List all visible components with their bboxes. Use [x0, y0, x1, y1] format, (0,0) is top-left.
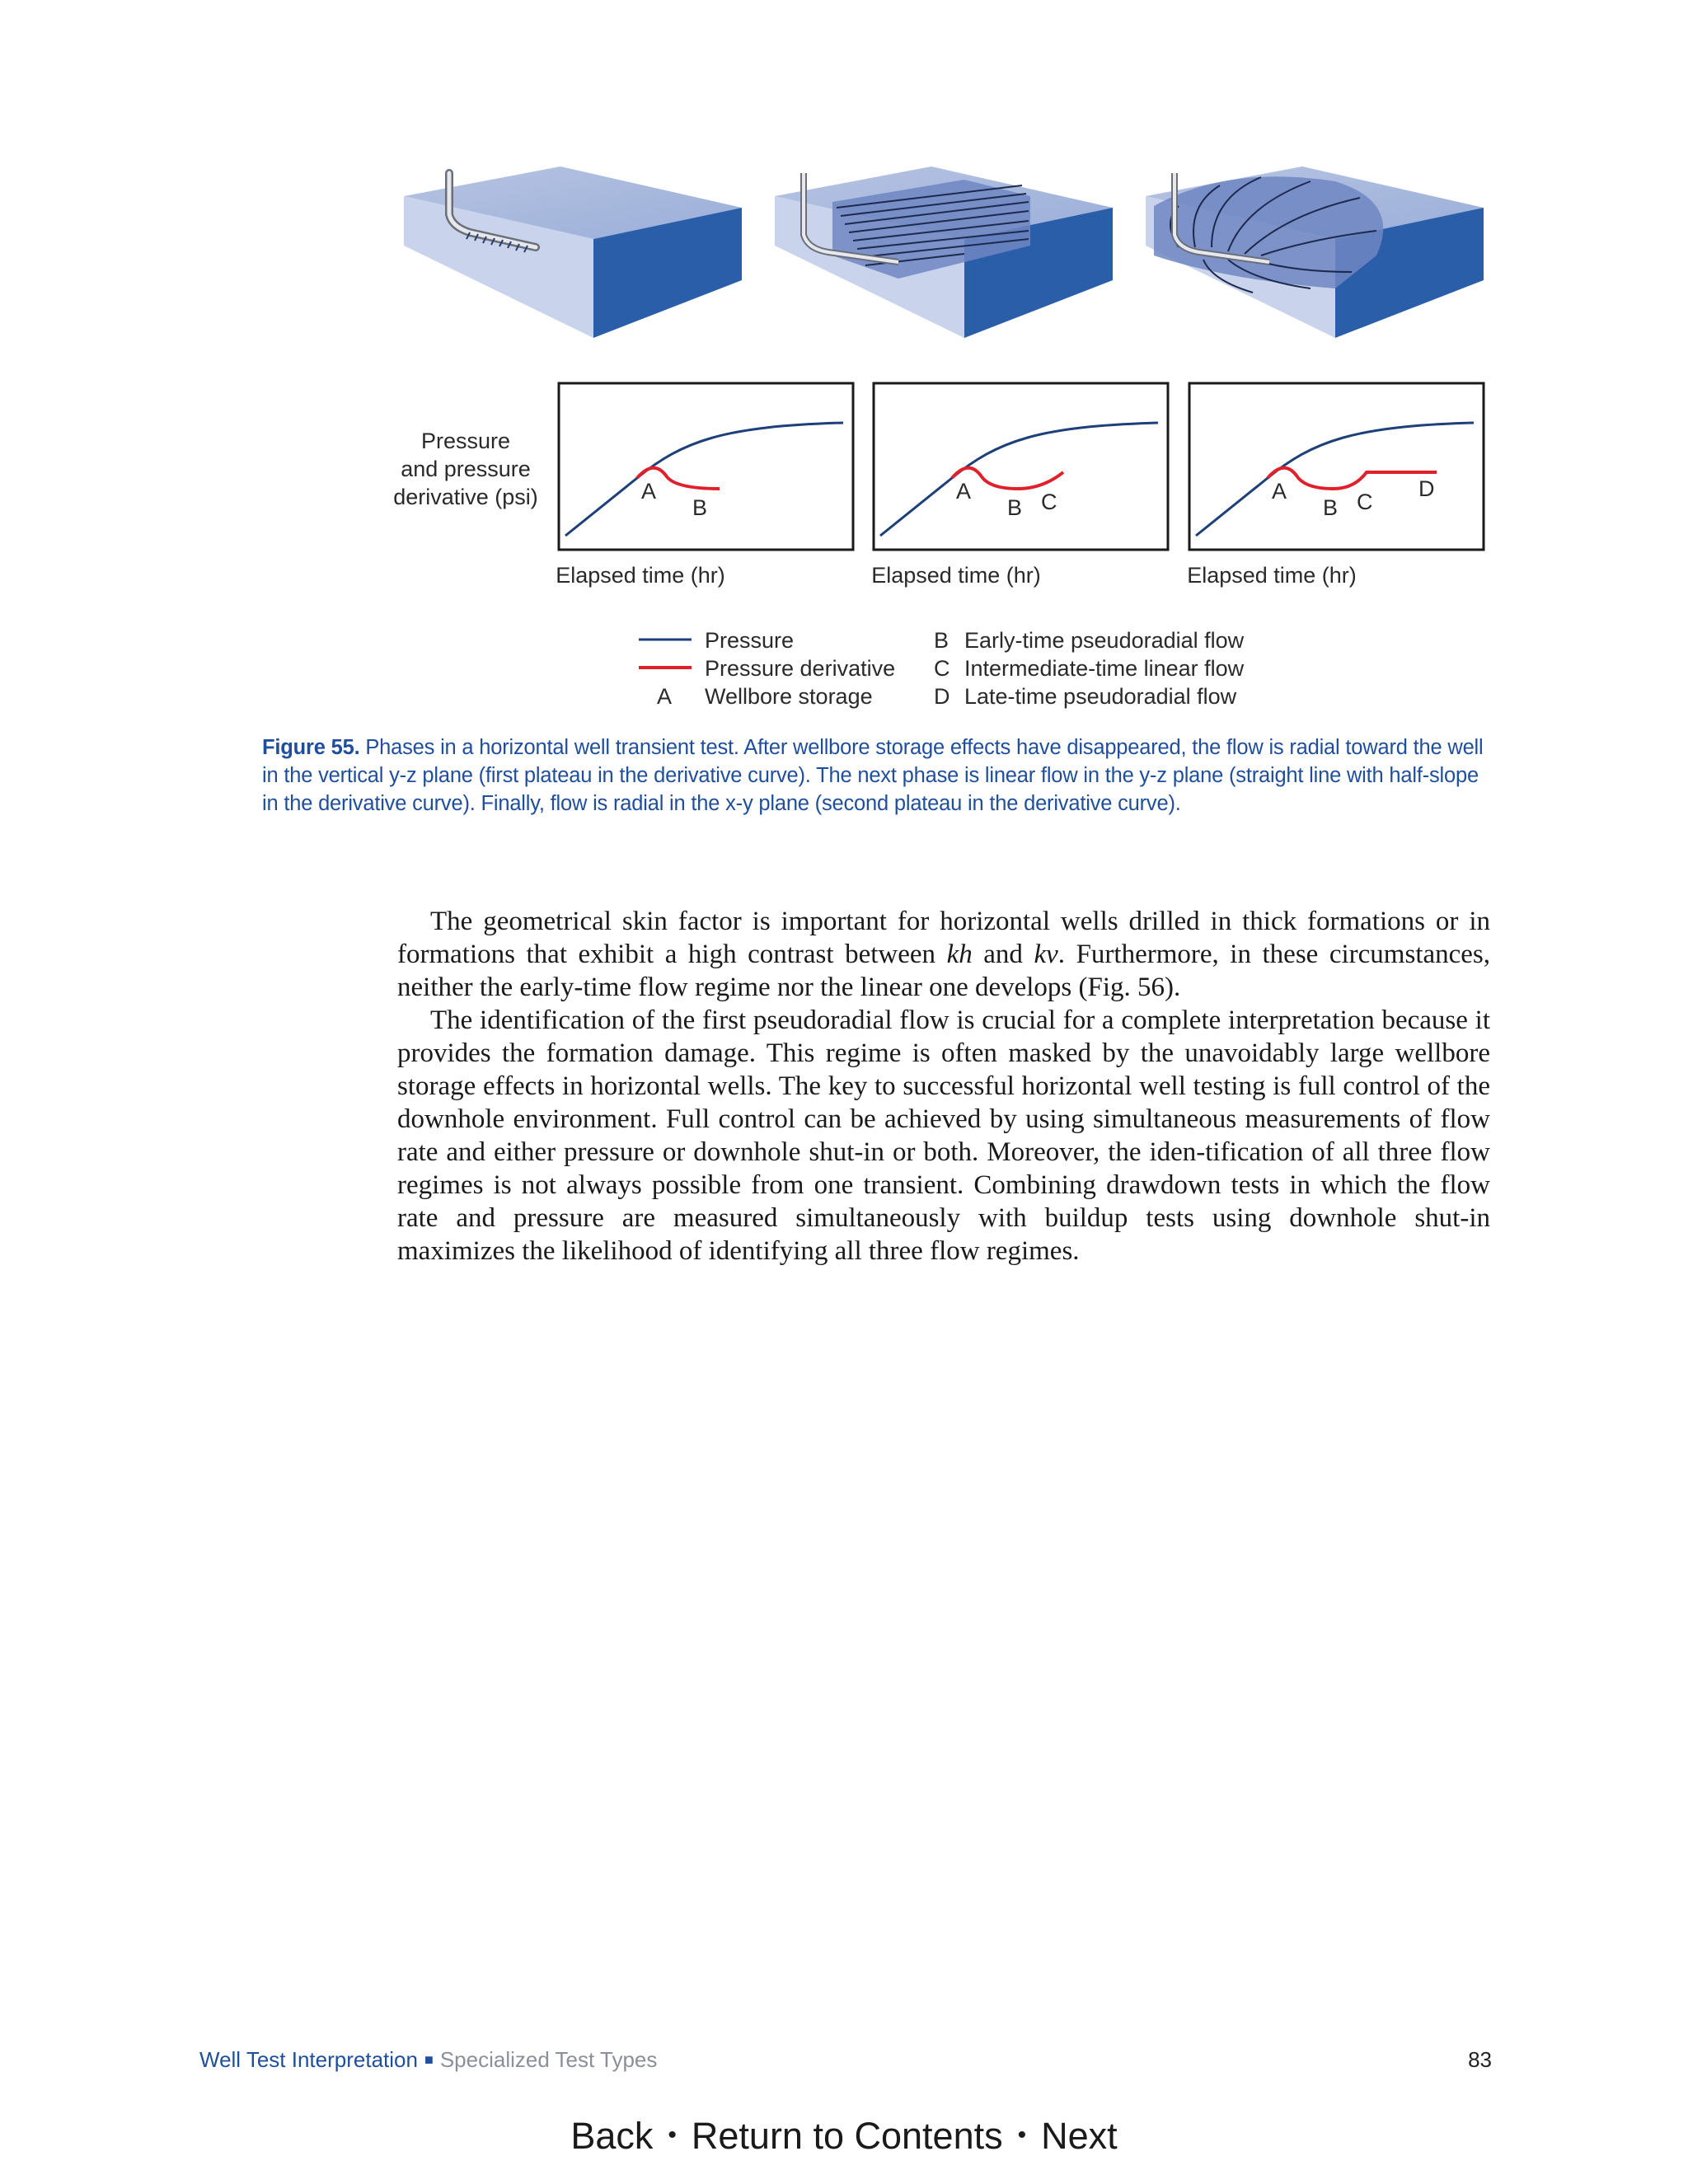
back-link[interactable]: Back: [570, 2115, 654, 2157]
legend-d-key: D: [934, 684, 950, 709]
marker-a: A: [956, 479, 972, 504]
legend-pressure-label: Pressure: [705, 628, 795, 653]
chart-frame: [1189, 383, 1484, 550]
chart-panel-2: [874, 383, 1168, 550]
chart-panel-1: [559, 383, 853, 550]
derivative-charts: [387, 371, 1492, 556]
block-linear-flow: [775, 166, 1113, 338]
body-paragraph-2: The identification of the first pseudoradial flow is crucial for a complete interpretation because it provides the formation damage. This regime is often masked by the unavoidably large wellbore storage effects in horizontal wells. The key to successful horizontal well testing is full control of the downhole environment. Full control can be achieved by using simultaneous measurements of flow rate and either pressure or downhole shut-in or both. Moreover, the iden-tification of all three flow regimes is not always possible from one transient. Combining drawdown tests in which the flow rate and pressure are measured simultaneously with buildup tests using downhole shut-in maximizes the likelihood of identifying all three flow regimes.: [397, 1005, 1490, 1266]
page-navigation: [0, 2115, 1688, 2158]
nav-separator-dot: •: [1017, 2121, 1027, 2149]
return-to-contents-link[interactable]: Return to Contents: [691, 2115, 1003, 2157]
next-link[interactable]: Next: [1041, 2115, 1118, 2157]
legend-b-key: B: [934, 628, 950, 653]
marker-c: C: [1357, 490, 1373, 514]
marker-b: B: [692, 495, 708, 520]
legend-a-label: Wellbore storage: [705, 684, 873, 709]
chart-frame: [559, 383, 853, 550]
x-axis-label-1: Elapsed time (hr): [556, 563, 725, 588]
footer-separator: ■: [424, 2051, 434, 2068]
body-paragraph-1: The geometrical skin factor is important for horizontal wells drilled in thick formations or in formations that exhibit a high contrast between kh and kv. Furthermore, in these circumstances, neither the early-time flow regime nor the linear one develops (Fig. 56).: [397, 907, 1491, 1002]
footer-section: Specialized Test Types: [439, 2047, 658, 2072]
legend-b-label: Early-time pseudoradial flow: [964, 628, 1245, 653]
kv-term: kv: [1034, 940, 1058, 969]
block-wellbore-storage: [404, 166, 742, 338]
derivative-curve: [1268, 468, 1437, 489]
marker-b: B: [1007, 495, 1023, 520]
marker-a: A: [1272, 479, 1287, 504]
y-axis-label-line-1: Pressure: [420, 429, 511, 453]
marker-b: B: [1323, 495, 1339, 520]
page-number: 83: [1468, 2047, 1492, 2072]
marker-c: C: [1041, 490, 1057, 514]
marker-a: A: [641, 479, 657, 504]
marker-d: D: [1418, 476, 1435, 501]
legend-c-key: C: [934, 656, 950, 681]
footer-doc-title: Well Test Interpretation: [199, 2047, 418, 2072]
flow-regime-illustrations: [387, 157, 1500, 354]
chart-frame: [874, 383, 1168, 550]
y-axis-label-line-2: and pressure: [401, 457, 531, 481]
y-axis-label-line-3: derivative (psi): [393, 485, 538, 509]
running-footer: [199, 2047, 657, 2073]
x-axis-label-3: Elapsed time (hr): [1187, 563, 1357, 588]
block-pseudoradial-flow: [1146, 166, 1484, 338]
legend-swatches: [637, 629, 693, 687]
x-axis-label-2: Elapsed time (hr): [871, 563, 1041, 588]
legend-a-key: A: [657, 684, 673, 709]
chart-panel-3: [1189, 383, 1484, 550]
legend-c-label: Intermediate-time linear flow: [964, 656, 1245, 681]
nav-separator-dot: •: [668, 2121, 677, 2149]
legend-d-label: Late-time pseudoradial flow: [964, 684, 1237, 709]
body-text: [397, 905, 1490, 1268]
figure-caption-text: Phases in a horizontal well transient test. After wellbore storage effects have disappeared, the flow is radial toward the well in the vertical y-z plane (first plateau in the derivative curve). The next phase is linear flow in the y-z plane (straight line with half-slope in the derivative curve). Finally, flow is radial in the x-y plane (second plateau in the derivative curve).: [262, 736, 1484, 815]
figure-caption-label: Figure 55.: [262, 736, 360, 759]
kh-term: kh: [946, 940, 973, 969]
figure-caption: [262, 733, 1498, 818]
legend-derivative-label: Pressure derivative: [705, 656, 896, 681]
